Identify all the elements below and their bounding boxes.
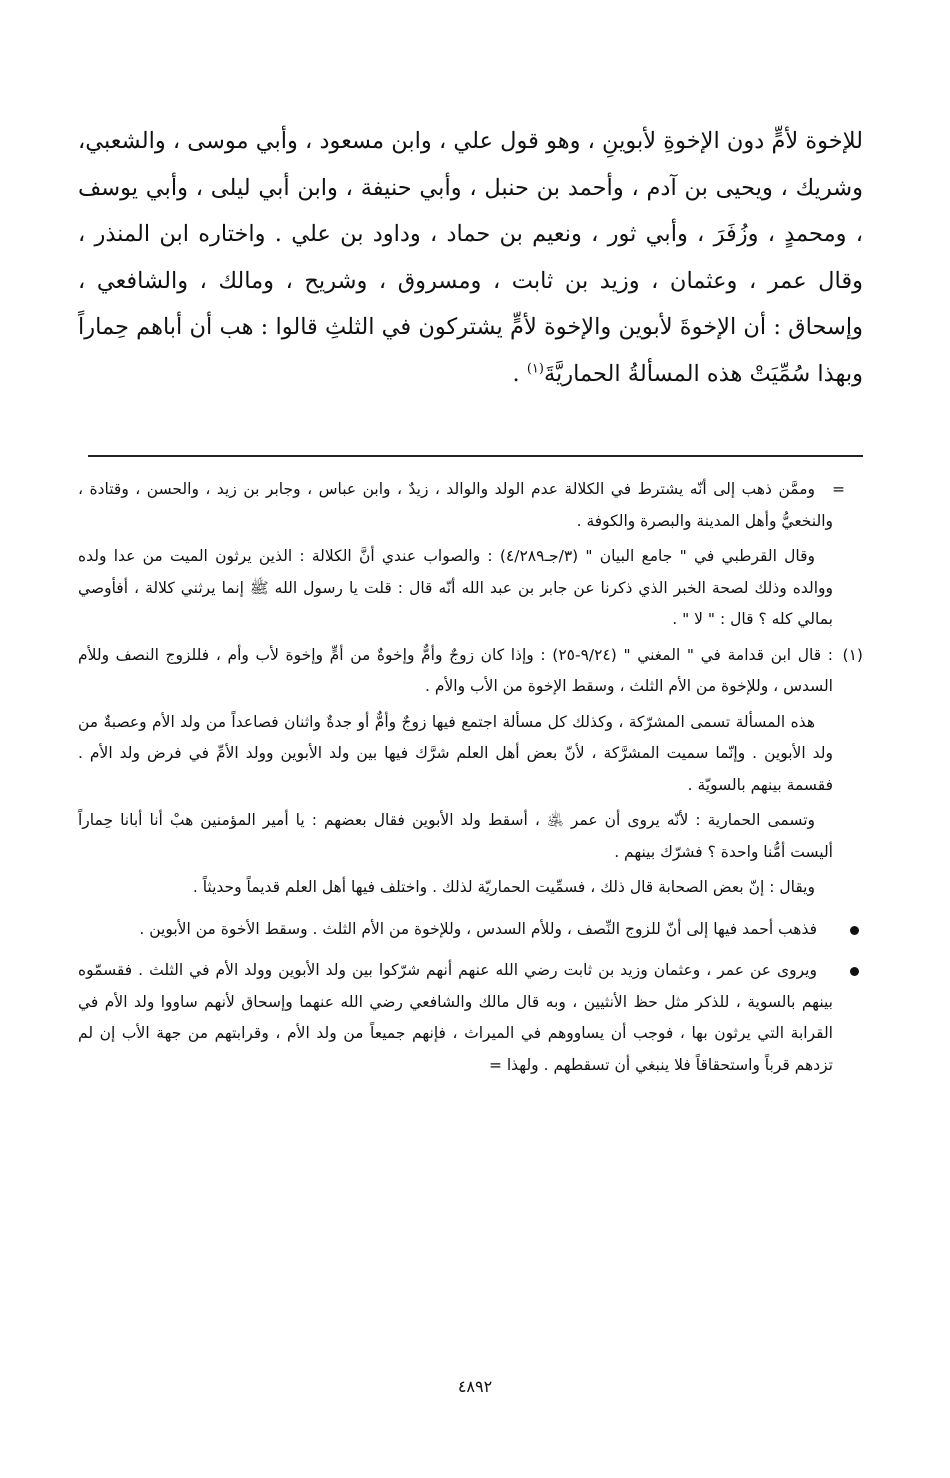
footnote-paragraph-1: وممَّن ذهب إلى أنّه يشترط في الكلالة عدم الولد والوالد ، زيدٌ ، وابن عباس ، وجابر بن زيد ، والحسن ، وقتادة ، والنخعيُّ وأهل المدينة والبصرة والكوفة . xyxy=(78,480,833,530)
main-paragraph xyxy=(78,118,863,397)
bullet-item-umar xyxy=(78,955,863,1081)
continuation-mark: = xyxy=(832,480,845,498)
footnote-himariya-paragraph xyxy=(78,805,863,868)
footnote-qurtubi-paragraph xyxy=(78,541,863,636)
footnotes-block xyxy=(78,474,863,1081)
page-number: ٤٨٩٢ xyxy=(457,1377,493,1396)
footnote-mushtaraka-paragraph xyxy=(78,707,863,802)
footnote-ikhtilaf-paragraph xyxy=(78,872,863,904)
footnote-paragraph-5: وتسمى الحمارية : لأنّه يروى أن عمر ﵁ ، أسقط ولد الأبوين فقال بعضهم : يا أمير المؤمنين هبْ أنا أبانا حِماراً أليست أمُّنا واحدة ؟ فشرّك بينهم . xyxy=(78,811,833,861)
footnote-paragraph-6: ويقال : إنّ بعض الصحابة قال ذلك ، فسمِّيت الحماريّة لذلك . واختلف فيها أهل العلم قديماً وحديثاً . xyxy=(192,878,815,896)
footnote-reference[interactable]: (١) xyxy=(526,361,544,376)
document-page xyxy=(78,118,863,1458)
footnote-continuation-paragraph xyxy=(78,474,863,537)
main-paragraph-text: للإخوة لأمٍّ دون الإخوةِ لأبوينِ ، وهو قول علي ، وابن مسعود ، وأبي موسى ، والشعبي، وشريك ، ويحيى بن آدم ، وأحمد بن حنبل ، وأبي حنيفة ، وابن أبي ليلى ، وأبي يوسف ، ومحمدٍ ، وزُفَرَ ، وأبي ثور ، ونعيم بن حماد ، وداود بن علي . واختاره ابن المنذر ، وقال عمر ، وعثمان ، وزيد بن ثابت ، ومسروق ، وشريح ، ومالك ، والشافعي ، وإسحاق : أن الإخوةَ لأبوين والإخوة لأمٍّ يشتركون في الثلثِ قالوا : هب أن أباهم حِماراً وبهذا سُمِّيَتْ هذه المسألةُ الحماريَّةَ xyxy=(78,128,863,387)
footnote-1-paragraph xyxy=(78,640,863,703)
footnote-1-marker: (١) xyxy=(842,645,863,664)
footnote-paragraph-4: هذه المسألة تسمى المشرّكة ، وكذلك كل مسألة اجتمع فيها زوجٌ وأمٌّ أو جدةٌ واثنان فصاعداً من ولد الأم وعصبةٌ من ولد الأبوين . وإنّما سميت المشرَّكة ، لأنّ بعض أهل العلم شرَّك فيها بين ولد الأبوين وولد الأمِّ في فرض ولد الأم . فقسمة بينهم بالسويّة . xyxy=(78,712,833,794)
footnote-paragraph-2: وقال القرطبي في " جامع البيان " (٣/جـ٤/٢٨٩) : والصواب عندي أنَّ الكلالة : الذين يرثون الميت من عدا ولده ووالده وذلك لصحة الخبر الذي ذكرنا عن جابر بن عبد الله أنّه قال : قلت يا رسول الله ﷺ إنما يرثني كلالة ، أفأوصي بمالي كله ؟ قال : " لا " . xyxy=(78,547,833,628)
main-paragraph-ending: . xyxy=(512,360,527,387)
bullet-text-2: ويروى عن عمر ، وعثمان وزيد بن ثابت رضي الله عنهم أنهم شرّكوا بين ولد الأبوين وولد الأم في الثلث . فقسمّوه بينهم بالسوية ، للذكر مثل حظ الأنثيين ، وبه قال مالك والشافعي رضي الله عنهما وإسحاق لأنهم ساووا ولد الأم في القرابة التي يرثون بها ، فوجب أن يساووهم في الميراث ، فإنهم جميعاً من ولد الأم ، وقرابتهم من جهة الأب إن لم تزدهم قرباً واستحقاقاً فلا ينبغي أن تسقطهم . ولهذا = xyxy=(78,961,833,1074)
main-text-block xyxy=(78,118,863,397)
bullet-text-1: فذهب أحمد فيها إلى أنّ للزوج النِّصف ، وللأم السدس ، وللإخوة من الأم الثلث . وسقط الأخوة من الأبوين . xyxy=(139,919,817,938)
bullet-dot-icon xyxy=(850,967,859,976)
bullet-item-ahmad xyxy=(78,914,863,946)
footnote-separator-rule xyxy=(88,455,863,457)
bullet-dot-icon xyxy=(850,926,859,935)
footnote-paragraph-3: : قال ابن قدامة في " المغني " (٩/٢٤-٢٥) : وإذا كان زوجٌ وأمٌّ وإخوةٌ من أمٍّ وإخوة لأب وأم ، فللزوج النصف وللأم السدس ، وللإخوة من الأم الثلث ، وسقط الإخوة من الأب والأم . xyxy=(78,645,833,695)
